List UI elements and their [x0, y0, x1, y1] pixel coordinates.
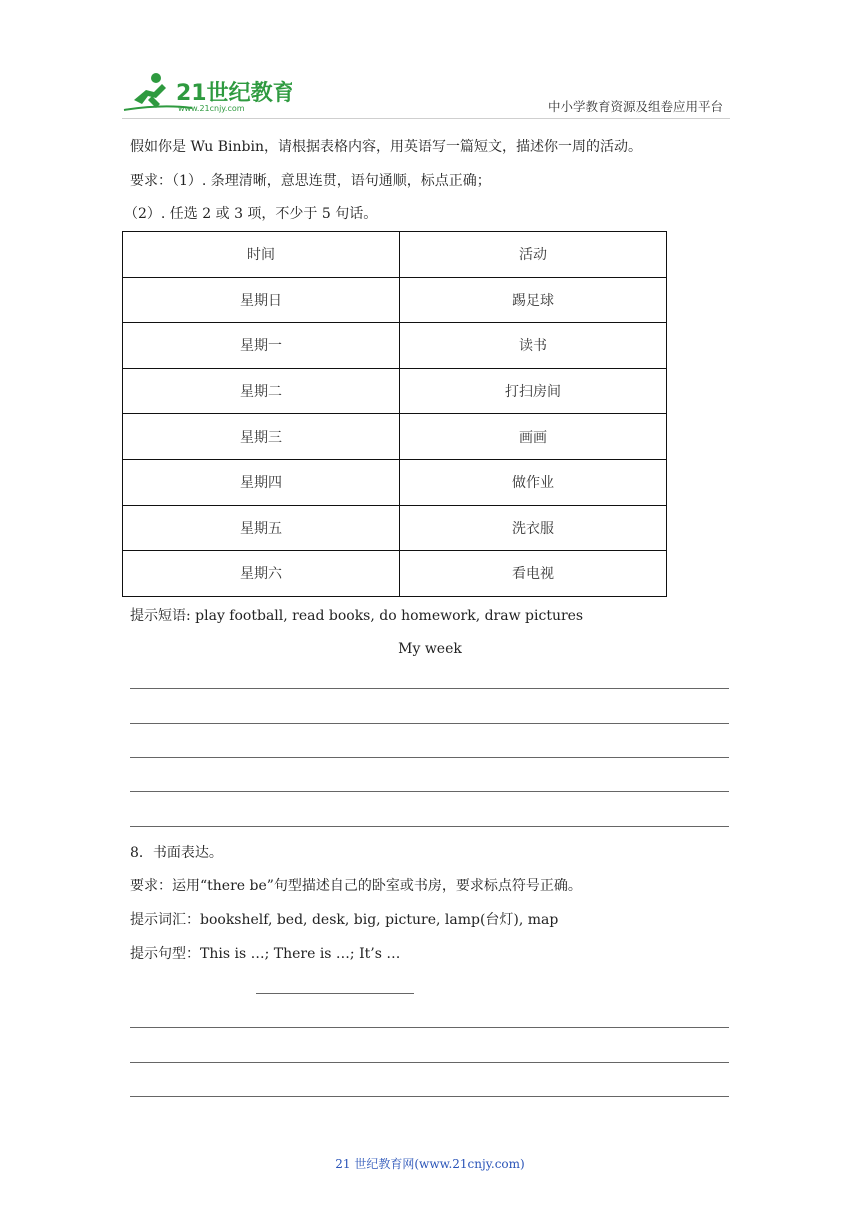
table-row [123, 505, 667, 551]
table-row [123, 414, 667, 460]
table-row [123, 368, 667, 414]
writing-line[interactable] [130, 688, 729, 689]
writing-line[interactable] [130, 757, 729, 758]
table-row [123, 551, 667, 597]
writing-line[interactable] [130, 1027, 729, 1028]
day-cell: 星期日 [123, 277, 400, 323]
table-row [123, 277, 667, 323]
question-8-hint-sentences: 提示句型：This is …; There is …; It’s … [130, 946, 401, 962]
schedule-table [122, 231, 667, 597]
day-cell: 星期一 [123, 323, 400, 369]
writing-line[interactable] [130, 1096, 729, 1097]
day-cell: 星期五 [123, 505, 400, 551]
header-activity: 活动 [400, 232, 667, 278]
day-cell: 星期二 [123, 368, 400, 414]
hint-phrases: 提示短语: play football, read books, do homework, draw pictures [130, 608, 584, 624]
activity-cell: 画画 [400, 414, 667, 460]
table-row [123, 459, 667, 505]
writing-line[interactable] [130, 791, 729, 792]
logo-text: 21世纪教育 [176, 81, 292, 106]
essay-title: My week [398, 641, 462, 657]
activity-cell: 洗衣服 [400, 505, 667, 551]
intro-line-1: 假如你是 Wu Binbin，请根据表格内容，用英语写一篇短文，描述你一周的活动。 [130, 139, 642, 155]
activity-cell: 看电视 [400, 551, 667, 597]
writing-line[interactable] [130, 1062, 729, 1063]
day-cell: 星期四 [123, 459, 400, 505]
title-blank-line[interactable] [256, 993, 414, 994]
header-time: 时间 [123, 232, 400, 278]
intro-line-3: （2）. 任选 2 或 3 项，不少于 5 句话。 [124, 206, 378, 222]
activity-cell: 做作业 [400, 459, 667, 505]
day-cell: 星期六 [123, 551, 400, 597]
question-8-hint-words: 提示词汇：bookshelf, bed, desk, big, picture, lamp(台灯), map [130, 912, 559, 928]
header-divider [122, 118, 730, 119]
day-cell: 星期三 [123, 414, 400, 460]
table-row [123, 323, 667, 369]
runner-logo-icon [122, 70, 292, 114]
site-logo [122, 70, 292, 114]
logo-url-text: www.21cnjy.com [178, 104, 245, 113]
footer-site-link[interactable]: 21 世纪教育网(www.21cnjy.com) [335, 1157, 525, 1171]
writing-line[interactable] [130, 723, 729, 724]
question-8-requirement: 要求：运用“there be”句型描述自己的卧室或书房，要求标点符号正确。 [130, 878, 582, 894]
platform-name: 中小学教育资源及组卷应用平台 [548, 99, 724, 114]
question-8-title: 8．书面表达。 [130, 845, 223, 861]
activity-cell: 打扫房间 [400, 368, 667, 414]
activity-cell: 踢足球 [400, 277, 667, 323]
writing-line[interactable] [130, 826, 729, 827]
intro-line-2: 要求：（1）. 条理清晰，意思连贯，语句通顺，标点正确； [130, 173, 491, 189]
activity-cell: 读书 [400, 323, 667, 369]
table-header-row [123, 232, 667, 278]
